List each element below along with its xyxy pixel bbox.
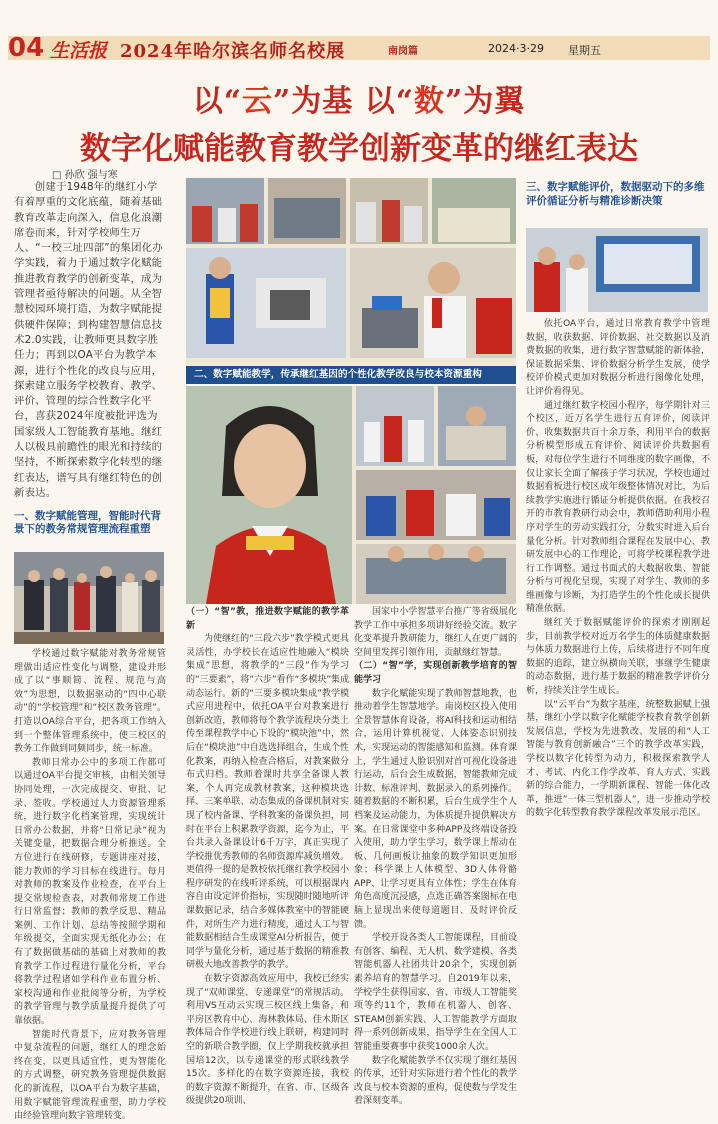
headline-line2: 数字化赋能教育教学创新变革的继红表达: [80, 131, 638, 167]
section2-paragraph: 学校开设各类人工智能课程，目前设有创客、编程、无人机、数学建模、各类智能机器人社团共计20余个，实现创新素养培育的智慧学习。自2019年以来，学校学生获得国家、省、市级人工智能奖项等约11个，教师在机器人、创客、STEAM创新实践、人工智能教学方面取得一系列创新成果，指导学生在全国人工智能重要赛事中获奖1000余人次。: [354, 933, 517, 1052]
section3-paragraph: 以“云平台”为数字基座，统整数据赋上强基，继红小学以数字化赋能学校教育教学创新发展信息，学校为先进教改、发展的和“人工智能与教育创新融合”三个的教学改革实践，学校以数字化转型为动力，积极探索教学人才、考试、内化工作学改革、育人方式、实践新的综合能力，一学期新课程、智能一体化改革，推进”一体三型机器人”，进一步推动学校的数字化转型教育教学课程改革发展示范区。: [526, 699, 710, 819]
teacher-presentation-photo: [526, 228, 708, 312]
section2-paragraph: 国家中小学智慧平台推广等省级展化教学工作中承担多项讲好经验交流。数字化变革提升教研能力，继红人在更广阔的空间里发挥引领作用，贡献继红智慧。: [354, 607, 517, 658]
section3-paragraph: 依托OA平台，通过日常教育教学中管理数据，收获数据、评价数据、社交数据以及消费数据的收集，进行数字智慧赋能的新体验，保证数据采集、评价数据分析学生发展，使学校评价模式更加对数据分析进行图像化处理，让评价看得见。: [526, 319, 710, 397]
section1-paragraph: 智能时代背景下，应对教务管理中复杂流程的问题，继红人的理念始终在变，以更具适宜性，更为智能化的方式调整，研究教务管理提供数据化的新流程，以OA平台为数字基础，用数字赋能管理流程重塑，助力学校由经验管理向数字管理转变。: [14, 1029, 166, 1122]
intro-paragraph: 创建于1948年的继红小学有着厚重的文化底蕴，随着基础教育改革走向深入，信息化浪潮席卷而来，针对学校师生万人、“一校三址四部”的集团化办学实践，着力于通过数字化赋能推进教育教学的创新变革，成为管理者亟待解决的问题。从全智慧校园环境打造，为数字赋能提供硬件保障；到构建智慧信息技术2.0实践，让教师更具数字胜任力；再到以OA平台为教学本源，进行个性化的改良与应用，探索建立服务学校教育、教学、评价、管理的综合性数字化平台，喜获2024年度被批评选为国家级人工智能教育基地。继红人以极具前瞻性的眼光和持续的坚持，不断探索数字化转型的继红表达，谱写具有继红特色的创新表达。: [14, 181, 163, 499]
section1-paragraph: 学校通过数字赋能对教务常规管理做出适应性变化与调整，建设并形成了以“事顺简、流程、规范与高效”为思想，以数据驱动的“四中心联动”的“学校管理”和“校区教务管理”。打造以OA综合平台，把各项工作纳入到一个整体管理系统中，使三校区的教务工作做到同频同步，统一标准。: [14, 649, 166, 755]
section2-column-b: [354, 606, 517, 1107]
issue-weekday: 星期五: [568, 44, 601, 57]
school-event-photo: [14, 552, 164, 644]
section3-paragraph: 通过继红数字校园小程序，每学期针对三个校区，近万名学生进行五育评价，阅读评价、收集数据共百十余万条，利用平台的数据分析模型形成五育评价、阅读评价共数据看板，对每位学生进行不同维度的数字画像，不仅让家长全面了解孩子学习状况，学校也通过数据看板进行校区成年级整体情况对比，为后续教学实施进行循证分析提供依据。在我校召开的市教育教研行动会中，教师借助利用小程序对学生的劳动实践打分，分数实时进入后台量化分析。针对教师组合课程在发展中心、教研发展中心的工作理论，可将学校课程教学进行工作调整。通过书面式的大数据收集、智能分析与可视化呈现，实现了对学生、教师的多维画像与诊断，为打造学生的个性化成长提供精准依据。: [526, 400, 710, 615]
student-robotics-photo-collage: [186, 386, 516, 604]
issue-date: 2024·3·29: [488, 42, 544, 55]
section1-body: [14, 648, 166, 1122]
publication-logo: 生活报: [50, 40, 108, 62]
byline: □ 孙欣 强与寒: [52, 170, 118, 181]
section2-subheading: （一）“智”教，推进数字赋能的教学革新: [186, 607, 349, 631]
header-bar: [8, 36, 710, 60]
classroom-photo-collage: [186, 178, 516, 368]
special-edition-title: 2024年哈尔滨名师名校展: [120, 41, 346, 62]
section2-subheading: （二）“智”学，实现创新教学培育的智能学习: [354, 661, 517, 685]
section2-paragraph: 数字化赋能教学不仅实现了继红基因的传承，还针对实际进行着个性化的教学改良与校本资源的重构，促使数与学发生着深刻变革。: [354, 1055, 517, 1107]
section3-paragraph: 继红关于数据赋能评价的探索才刚刚起步，目前教学校对近万名学生的体质健康数据与体质力数据进行上传，后续将进行不同年度数据的追踪，建立纵横向关联，事继学生健康的动态数据，进行基于数据的精准教学评价分析，持续关注学生成长。: [526, 618, 710, 697]
section1-title: 一、数字赋能管理，智能时代背景下的教务常规管理流程重塑: [14, 510, 161, 535]
section3-body: [526, 318, 710, 1020]
section2-paragraph: 为使继红的“三段六步”教学模式更具灵活性，办学校长在适应性地融入“模块集成”思想，将教学的“三段”作为学习的“三要素”，将“六步”看作“多模块”集成动态运行。新的“三要多模块集成”教学模式应用进程中，依托OA平台对教案进行创新改造，教师将每个教学流程块分类上传至课程教学中心下设的“模块池”中，然后在“模块池”中自选选择组合，生成个性化教案，再纳入检查合格后，对教案做分布式归档。教师着课时共享全备课人教案，个人再完成教材教案，这种模块选择、三案单联、动态集成的备课机制对实现了校内备课、学科教案的备课负担，同时在平台上积累教学资源，迄今为止，平台共录入备课设计6千万字，真正实现了学校推优秀教师的名师资源库减负增效。更值得一提的是教校依托继红教学校园小程序研发的在线听评系统，可以根据课内容自由设定评价指标，实现随时随地听评课数据记录，结合多媒体教室中的智能硬件，对所生产力进行精度，通过人工与智能数据相结合生成课堂AI分析报告，便于同学与量化分析，通过基于数据的精准教研极大地改善教学的教学。: [186, 634, 349, 971]
headline-line1: 以“云”为基 以“数”为翼: [192, 84, 526, 119]
section1-paragraph: 教师日常办公中的多项工作都可以通过OA平台提交审核，由相关领导协同处理，一次完成提交、审批、记录、签收。学校通过人力资源管理系统，进行数字化档案管理，实现统计日常办公数据，并将“日常记录”视为关键变量，把数据合理分析推送。全方位进行在线研修，专题讲座对接，能力教师的学习目标在线进行。每月对教师的教案及作业检查，在平台上提交常规检查表，对教师常规工作进行日常监督；教师的教学反思、精品案例、工作计划、总结等按照学期和年级提交，全面实现无纸化办公；在有了数据做基础的基础上对教师的教育教学工作过程进行量化分析，平台将教学过程诸如学科作业布置分析、家校沟通和作业批阅等分析，为学校的教学管理与教学质量提升提供了可靠依据。: [14, 757, 166, 1027]
section3-title: 三、数字赋能评价，数据驱动下的多维评价循证分析与精准诊断决策: [526, 181, 705, 207]
district-tag: 南岗篇: [388, 46, 418, 57]
section2-paragraph: 在数字资源高效应用中，我校已经实现了“双师课堂、专递课堂”的常规活动。利用VS互动云实现三校区线上集备，和平房区教育中心、海林教体局、佳木斯区教体局合作学校进行线上联研，构建同时空的新联合教学圈，仅上学期我校就承担国培12次，以专递课堂的形式联线教学15次。多样化的在数字资源连接，我校的数字资源不断提升，在省、市、区级各级提供20项训、: [186, 974, 349, 1107]
section2-paragraph: 数字化赋能实现了教师智慧地教，也推动着学生智慧地学。南岗校区投入使用全景智慧体育设备，将AI科技和运动相结合，运用计算机视觉、人体姿态识别技术，实现运动的智能感知和监测。体育课上，学生通过人脸识别对首可视化设备进行运动，后台会生成数据，智能教师完成计数、标准评判、数据录入的系列操作。随着数据的不断积累，后台生成学生个人档案及运动能力，为体质提升提供解决方案。在日常课堂中多种APP及终端设备投入使用，助力学生学习，数学课上帮动在板、几何画板让抽象的数学知识更加形象；科学课上人体模型、3D人体骨骼APP、让学习更具有立体性；学生在体育角色高度沉浸感，点选正确答案图标在电脑上显现出来使每道题目、及时评价反馈。: [354, 688, 517, 930]
section2-column-a: [186, 606, 349, 1107]
section2-banner: 二、数字赋能教学，传承继红基因的个性化教学改良与校本资源重构: [186, 366, 516, 384]
page-number: 04: [8, 33, 45, 63]
